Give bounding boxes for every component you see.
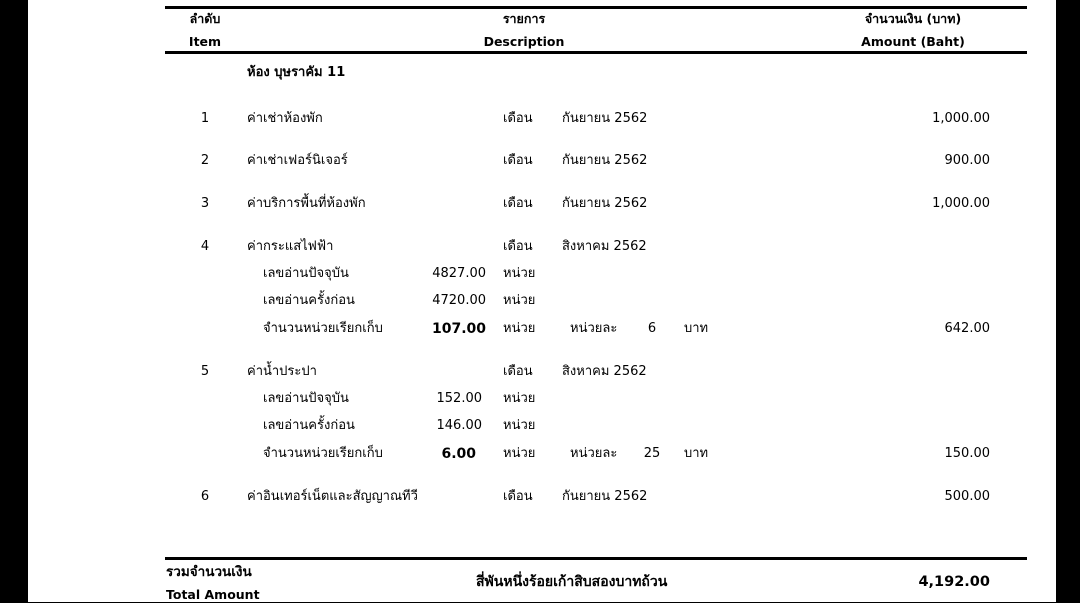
electric-amount: 642.00 [944, 321, 990, 336]
item-period: กันยายน 2562 [562, 111, 648, 126]
total-amount: 4,192.00 [918, 574, 990, 590]
water-billed-value: 6.00 [441, 446, 476, 462]
item-month-label: เดือน [503, 239, 533, 254]
item-no: 2 [200, 153, 210, 168]
electric-billed-unit: หน่วย [503, 321, 536, 336]
item-period: กันยายน 2562 [562, 153, 648, 168]
electric-previous-value: 4720.00 [432, 293, 486, 308]
item-period: สิงหาคม 2562 [562, 364, 647, 379]
water-rate-label: หน่วยละ [570, 446, 618, 461]
electric-current-value: 4827.00 [432, 266, 486, 281]
water-rate: 25 [643, 446, 661, 461]
total-label-th: รวมจำนวนเงิน [166, 564, 252, 580]
item-amount: 1,000.00 [932, 196, 990, 211]
room-name: ห้อง บุษราคัม 11 [247, 65, 346, 80]
item-desc: ค่าอินเทอร์เน็ตและสัญญาณทีวี [247, 489, 418, 504]
water-current-label: เลขอ่านปัจจุบัน [263, 391, 349, 406]
col-amount-en: Amount (Baht) [861, 34, 965, 49]
total-top-rule [165, 557, 1027, 560]
invoice-page [28, 0, 1056, 602]
water-baht: บาท [684, 446, 709, 461]
water-current-unit: หน่วย [503, 391, 536, 406]
item-period: กันยายน 2562 [562, 196, 648, 211]
item-desc: ค่าบริการพื้นที่ห้องพัก [247, 196, 366, 211]
col-desc-th: รายการ [502, 11, 546, 26]
col-item-en: Item [188, 34, 222, 49]
electric-rate-label: หน่วยละ [570, 321, 618, 336]
header-top-rule [165, 6, 1027, 9]
item-month-label: เดือน [503, 153, 533, 168]
water-previous-value: 146.00 [436, 418, 482, 433]
item-desc: ค่าเช่าเฟอร์นิเจอร์ [247, 153, 348, 168]
item-desc: ค่าน้ำประปา [247, 364, 317, 379]
item-desc: ค่าเช่าห้องพัก [247, 111, 323, 126]
item-amount: 500.00 [944, 489, 990, 504]
water-current-value: 152.00 [436, 391, 482, 406]
water-previous-unit: หน่วย [503, 418, 536, 433]
electric-previous-unit: หน่วย [503, 293, 536, 308]
item-period: กันยายน 2562 [562, 489, 648, 504]
item-amount: 1,000.00 [932, 111, 990, 126]
item-month-label: เดือน [503, 364, 533, 379]
col-desc-en: Description [483, 34, 565, 49]
water-billed-label: จำนวนหน่วยเรียกเก็บ [263, 446, 383, 461]
electric-rate: 6 [647, 321, 657, 336]
water-previous-label: เลขอ่านครั้งก่อน [263, 418, 355, 433]
item-no: 5 [200, 364, 210, 379]
header-bottom-rule [165, 51, 1027, 54]
electric-billed-value: 107.00 [431, 321, 486, 337]
item-no: 6 [200, 489, 210, 504]
item-desc: ค่ากระแสไฟฟ้า [247, 239, 334, 254]
water-amount: 150.00 [944, 446, 990, 461]
item-no: 3 [200, 196, 210, 211]
electric-current-label: เลขอ่านปัจจุบัน [263, 266, 349, 281]
item-month-label: เดือน [503, 111, 533, 126]
water-billed-unit: หน่วย [503, 446, 536, 461]
col-item-th: ลำดับ [189, 11, 221, 26]
total-words: สี่พันหนึ่งร้อยเก้าสิบสองบาทถ้วน [476, 574, 668, 590]
electric-current-unit: หน่วย [503, 266, 536, 281]
item-period: สิงหาคม 2562 [562, 239, 647, 254]
total-label-en: Total Amount [166, 587, 260, 602]
item-no: 4 [200, 239, 210, 254]
electric-billed-label: จำนวนหน่วยเรียกเก็บ [263, 321, 383, 336]
item-month-label: เดือน [503, 196, 533, 211]
item-amount: 900.00 [944, 153, 990, 168]
item-no: 1 [200, 111, 210, 126]
item-month-label: เดือน [503, 489, 533, 504]
electric-previous-label: เลขอ่านครั้งก่อน [263, 293, 355, 308]
electric-baht: บาท [684, 321, 709, 336]
col-amount-th: จำนวนเงิน (บาท) [864, 11, 962, 26]
